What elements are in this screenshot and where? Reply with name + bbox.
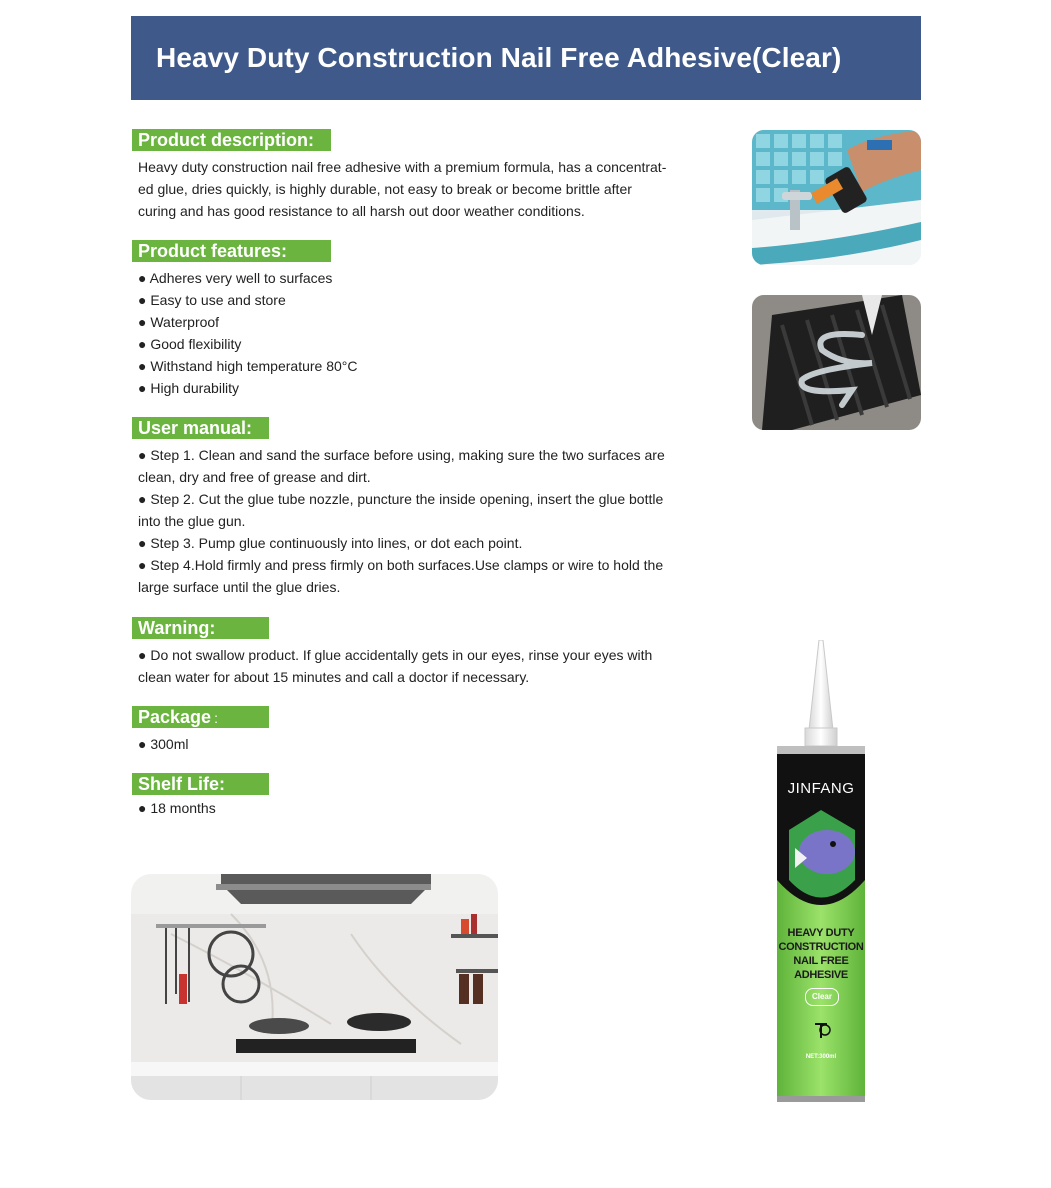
product-name [775, 926, 867, 982]
section-label-manual: User manual: [132, 417, 269, 439]
description-line: ed glue, dries quickly, is highly durable, not easy to break or become brittle after [138, 181, 632, 197]
feature-item: ● Withstand high temperature 80°C [138, 358, 358, 374]
page-title: Heavy Duty Construction Nail Free Adhesive(Clear) [156, 42, 842, 73]
section-label-description: Product description: [132, 129, 331, 151]
description-line: Heavy duty construction nail free adhesive with a premium formula, has a concentrat- [138, 159, 667, 175]
warning-line: clean water for about 15 minutes and call a doctor if necessary. [138, 669, 530, 685]
warning-line: ● Do not swallow product. If glue accidentally gets in our eyes, rinse your eyes with [138, 647, 653, 663]
photo-kitchen-art [131, 874, 498, 1100]
section-label-features: Product features: [132, 240, 331, 262]
product-variant-badge: Clear [805, 988, 839, 1006]
package-label-suffix: : [214, 710, 218, 726]
photo-kitchen [131, 874, 498, 1100]
package-list [138, 733, 678, 755]
manual-line: ● Step 1. Clean and sand the surface before using, making sure the two surfaces are [138, 447, 665, 463]
manual-line: ● Step 4.Hold firmly and press firmly on both surfaces.Use clamps or wire to hold the [138, 557, 664, 573]
photo-glue-art [752, 295, 921, 430]
feature-item: ● High durability [138, 380, 240, 396]
product-name-line: HEAVY DUTY [787, 927, 855, 939]
product-name-line: NAIL FREE [793, 955, 849, 967]
product-name-line: CONSTRUCTION [778, 941, 864, 953]
product-net: NET:300ml [805, 1054, 837, 1060]
package-label-text: Package [138, 707, 212, 727]
package-item: ● 300ml [138, 736, 189, 752]
manual-line: into the glue gun. [138, 513, 246, 529]
product-tube [775, 640, 867, 1102]
description-text [138, 156, 678, 222]
section-label-shelf-life: Shelf Life: [132, 773, 269, 795]
manual-line: ● Step 3. Pump glue continuously into lines, or dot each point. [138, 535, 523, 551]
title-banner [131, 16, 921, 100]
section-label-warning: Warning: [132, 617, 269, 639]
feature-item: ● Waterproof [138, 314, 220, 330]
features-list [138, 267, 678, 399]
photo-sink-application [752, 130, 921, 265]
shelf-life-item: ● 18 months [138, 800, 216, 816]
warning-text [138, 644, 678, 688]
shelf-life-list [138, 797, 678, 819]
feature-item: ● Easy to use and store [138, 292, 286, 308]
manual-line: large surface until the glue dries. [138, 579, 341, 595]
photo-glue-bead [752, 295, 921, 430]
feature-item: ● Adheres very well to surfaces [138, 270, 333, 286]
manual-text [138, 444, 678, 598]
product-name-line: ADHESIVE [794, 969, 848, 981]
manual-line: ● Step 2. Cut the glue tube nozzle, puncture the inside opening, insert the glue bottle [138, 491, 664, 507]
product-tube-art [775, 640, 867, 1102]
section-label-package [132, 706, 269, 728]
feature-item: ● Good flexibility [138, 336, 242, 352]
product-brand: JINFANG [787, 780, 855, 797]
manual-line: clean, dry and free of grease and dirt. [138, 469, 371, 485]
photo-sink-art [752, 130, 921, 265]
description-line: curing and has good resistance to all harsh out door weather conditions. [138, 203, 585, 219]
